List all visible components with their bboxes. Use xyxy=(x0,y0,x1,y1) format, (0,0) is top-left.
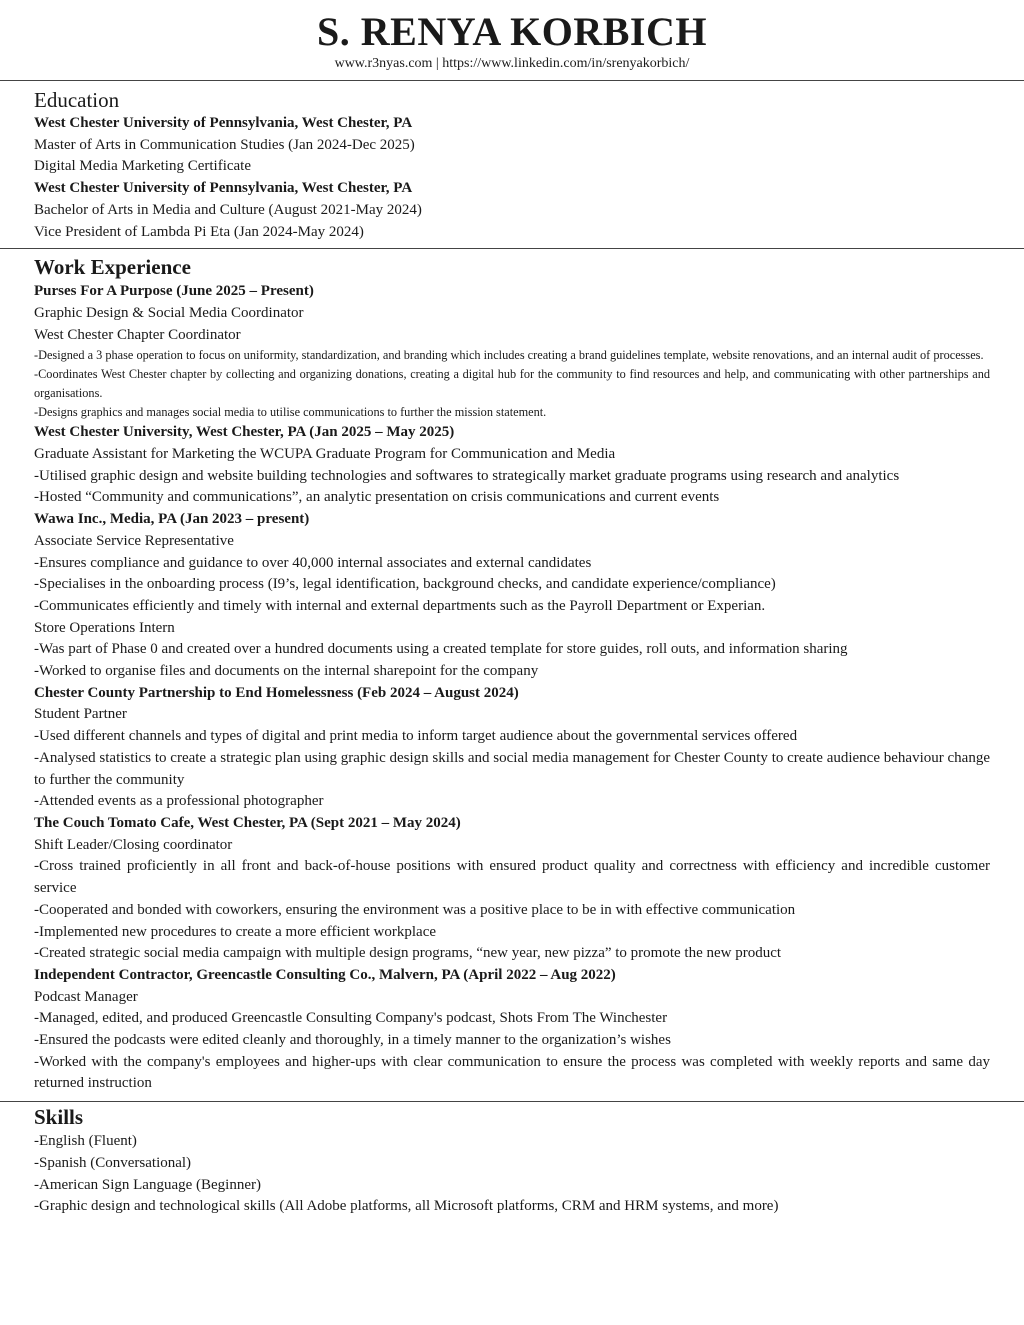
job-bullet: -Analysed statistics to create a strategic plan using graphic design skills and social media management for Chester County to create audience behaviour change to further the community xyxy=(34,749,990,788)
job-role: West Chester Chapter Coordinator xyxy=(34,326,241,343)
education-title: Education xyxy=(34,88,120,112)
job-bullet: -Worked with the company's employees and higher-ups with clear communication to ensure the process was completed with weekly reports and same day returned instruction xyxy=(34,1053,990,1092)
skills-title: Skills xyxy=(34,1105,84,1130)
job-bullet: -Created strategic social media campaign with multiple design programs, “new year, new pizza” to promote the new product xyxy=(34,945,782,962)
job-role: Student Partner xyxy=(34,706,127,723)
job-bullet: -Specialises in the onboarding process (I9’s, legal identification, background checks, and candidate experience/compliance) xyxy=(34,576,776,593)
job-bullet: -Hosted “Community and communications”, an analytic presentation on crisis communications and current events xyxy=(34,489,720,506)
skill-item: -English (Fluent) xyxy=(34,1133,137,1150)
job-role: Shift Leader/Closing coordinator xyxy=(34,836,233,853)
job-bullet: -Communicates efficiently and timely with internal and external departments such as the Payroll Department or Experian. xyxy=(34,597,766,614)
job-bullet: -Cooperated and bonded with coworkers, ensuring the environment was a positive place to be in with effective communication xyxy=(34,901,796,918)
job-role: Graduate Assistant for Marketing the WCUPA Graduate Program for Communication and Media xyxy=(34,446,616,463)
job-bullet: -Attended events as a professional photographer xyxy=(34,793,324,810)
job-heading: Independent Contractor, Greencastle Consulting Co., Malvern, PA (April 2022 – Aug 2022) xyxy=(34,966,616,983)
education-institution: West Chester University of Pennsylvania, West Chester, PA xyxy=(34,180,413,197)
job-bullet: -Implemented new procedures to create a more efficient workplace xyxy=(34,923,437,940)
job-bullet: -Managed, edited, and produced Greencastle Consulting Company's podcast, Shots From The Winchester xyxy=(34,1010,668,1027)
job-bullet: -Coordinates West Chester chapter by collecting and organizing donations, creating a digital hub for the community to find resources and help, and communicating with other partnerships and organisations. xyxy=(34,367,990,401)
skill-item: -Graphic design and technological skills (All Adobe platforms, all Microsoft platforms, CRM and HRM systems, and more) xyxy=(34,1198,779,1215)
job-bullet: -Ensured the podcasts were edited cleanly and thoroughly, in a timely manner to the organization’s wishes xyxy=(34,1032,671,1049)
job-heading: The Couch Tomato Cafe, West Chester, PA (Sept 2021 – May 2024) xyxy=(34,814,461,831)
skill-item: -Spanish (Conversational) xyxy=(34,1154,192,1171)
job-role: Podcast Manager xyxy=(34,988,138,1005)
job-heading: Purses For A Purpose (June 2025 – Present) xyxy=(34,283,314,300)
education-detail: Digital Media Marketing Certificate xyxy=(34,158,252,175)
job-bullet: -Was part of Phase 0 and created over a hundred documents using a created template for store guides, roll outs, and information sharing xyxy=(34,641,848,658)
skill-item: -American Sign Language (Beginner) xyxy=(34,1176,261,1193)
job-role: Store Operations Intern xyxy=(34,619,175,636)
job-bullet: -Used different channels and types of digital and print media to inform target audience about the governmental services offered xyxy=(34,728,798,745)
job-role: Associate Service Representative xyxy=(34,532,234,549)
education-detail: Vice President of Lambda Pi Eta (Jan 2024-May 2024) xyxy=(34,223,364,240)
job-heading: Chester County Partnership to End Homelessness (Feb 2024 – August 2024) xyxy=(34,684,519,701)
contact-links: www.r3nyas.com | https://www.linkedin.com/in/srenyakorbich/ xyxy=(334,56,690,71)
job-heading: West Chester University, West Chester, PA (Jan 2025 – May 2025) xyxy=(34,424,455,441)
work-section xyxy=(0,249,1024,1095)
education-institution: West Chester University of Pennsylvania, West Chester, PA xyxy=(34,115,413,131)
work-title: Work Experience xyxy=(34,255,191,280)
education-section xyxy=(0,81,1024,243)
job-bullet: -Utilised graphic design and website building technologies and softwares to strategically market graduate programs using research and analytics xyxy=(34,467,900,484)
education-detail: Bachelor of Arts in Media and Culture (August 2021-May 2024) xyxy=(34,201,422,218)
candidate-name: S. RENYA KORBICH xyxy=(317,9,707,54)
job-role: Graphic Design & Social Media Coordinator xyxy=(34,304,304,321)
education-detail: Master of Arts in Communication Studies (Jan 2024-Dec 2025) xyxy=(34,136,415,153)
job-bullet: -Cross trained proficiently in all front and back-of-house positions with ensured product quality and correctness with efficiency and incredible customer service xyxy=(34,858,990,897)
resume-header xyxy=(0,0,1024,72)
job-bullet: -Worked to organise files and documents on the internal sharepoint for the company xyxy=(34,663,539,680)
job-bullet: -Ensures compliance and guidance to over 40,000 internal associates and external candidates xyxy=(34,554,592,571)
job-bullet: -Designs graphics and manages social media to utilise communications to further the mission statement. xyxy=(34,405,547,420)
job-heading: Wawa Inc., Media, PA (Jan 2023 – present) xyxy=(34,511,310,528)
skills-section xyxy=(0,1102,1024,1218)
job-bullet: -Designed a 3 phase operation to focus on uniformity, standardization, and branding which includes creating a brand guidelines template, website renovations, and an internal audit of processes. xyxy=(34,348,984,363)
